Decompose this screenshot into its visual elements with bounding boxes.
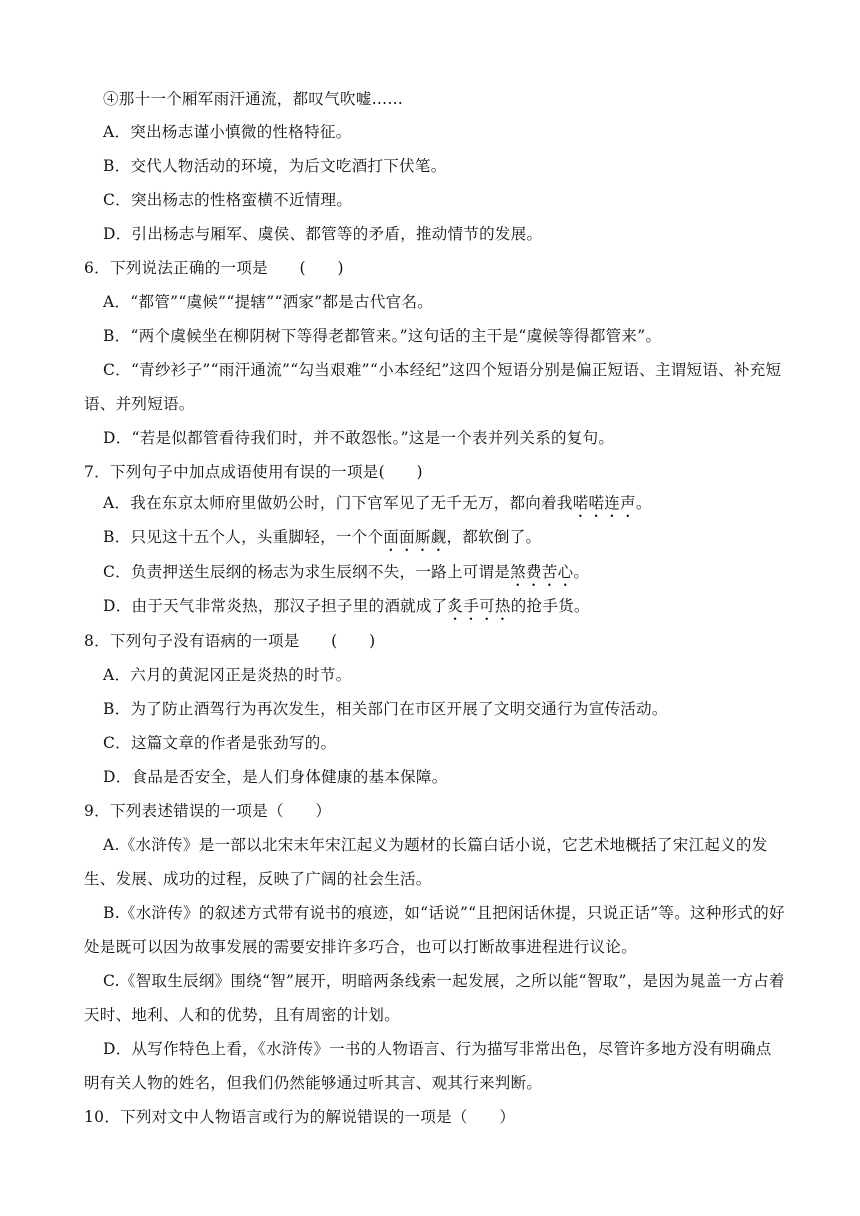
q7-option-a — [103, 492, 652, 521]
option-a: A．突出杨志谨小慎微的性格特征。 — [103, 123, 352, 141]
option-b: B．交代人物活动的环境，为后文吃酒打下伏笔。 — [103, 157, 447, 175]
q7-b-text: B．只见这十五个人，头重脚轻，一个个 — [103, 528, 384, 546]
q6-option-b: B．“两个虞候坐在柳阴树下等得老都管来。”这句话的主干是“虞候等得都管来”。 — [103, 327, 662, 345]
q7-a-idiom: 喏喏连声 — [572, 494, 636, 512]
question-8: 8．下列句子没有语病的一项是 ( ) — [84, 632, 376, 650]
q7-d-text: D．由于天气非常炎热，那汉子担子里的酒就成了 — [103, 597, 448, 615]
q9-option-d-cont: 明有关人物的姓名，但我们仍然能够通过听其言、观其行来判断。 — [84, 1074, 543, 1092]
q9-option-d: D．从写作特色上看，《水浒传》一书的人物语言、行为描写非常出色，尽管许多地方没有明确点 — [103, 1040, 772, 1058]
option-c: C．突出杨志的性格蛮横不近情理。 — [103, 191, 353, 209]
q6-option-c: C．“青纱衫子”“雨汗通流”“勾当艰难”“小本经纪”这四个短语分别是偏正短语、主谓短语、补充短 — [103, 361, 782, 379]
q8-option-a: A．六月的黄泥冈正是炎热的时节。 — [103, 666, 352, 684]
q7-c-idiom: 煞费苦心 — [510, 563, 574, 581]
q7-d-end: 的抢手货。 — [510, 597, 590, 615]
q7-option-d — [103, 595, 590, 624]
q7-a-end: 。 — [635, 494, 652, 512]
q8-option-b: B．为了防止酒驾行为再次发生，相关部门在市区开展了文明交通行为宣传活动。 — [103, 700, 668, 718]
q7-option-c — [103, 561, 589, 590]
q7-a-text: A．我在东京太师府里做奶公时，门下官军见了无千无万，都向着我 — [103, 494, 573, 512]
q7-b-idiom: 面面厮觑 — [383, 528, 447, 546]
q9-option-c: C.《智取生辰纲》围绕“智”展开，明暗两条线索一起发展，之所以能“智取”，是因为晁盖一方占着 — [103, 972, 785, 990]
q7-option-b — [103, 526, 541, 555]
q8-option-d: D．食品是否安全，是人们身体健康的基本保障。 — [103, 768, 448, 786]
q7-c-end: 。 — [573, 563, 590, 581]
option-4-text: ④那十一个厢军雨汗通流，都叹气吹嘘…… — [103, 90, 404, 108]
question-9: 9．下列表述错误的一项是（ ） — [84, 802, 332, 820]
q7-d-idiom: 炙手可热 — [447, 597, 511, 615]
q6-option-a: A．“都管”“虞候”“提辖”“洒家”都是古代官名。 — [103, 293, 434, 311]
question-7: 7．下列句子中加点成语使用有误的一项是( ) — [84, 463, 423, 481]
q9-option-b: B.《水浒传》的叙述方式带有说书的痕迹，如“话说”“且把闲话休提，只说正话”等。这种形式的好 — [103, 904, 785, 922]
question-10: 10．下列对文中人物语言或行为的解说错误的一项是（ ） — [84, 1108, 516, 1126]
q9-option-c-cont: 天时、地利、人和的优势，且有周密的计划。 — [84, 1006, 401, 1024]
q8-option-c: C．这篇文章的作者是张劲写的。 — [103, 734, 337, 752]
q9-option-a: A.《水浒传》是一部以北宋末年宋江起义为题材的长篇白话小说，它艺术地概括了宋江起义的发 — [103, 836, 768, 854]
option-d: D．引出杨志与厢军、虞侯、都管等的矛盾，推动情节的发展。 — [103, 225, 543, 243]
q9-option-b-cont: 处是既可以因为故事发展的需要安排许多巧合，也可以打断故事进程进行议论。 — [84, 938, 638, 956]
q6-option-d: D．“若是似都管看待我们时，并不敢怨怅。”这是一个表并列关系的复句。 — [103, 429, 615, 447]
q9-option-a-cont: 生、发展、成功的过程，反映了广阔的社会生活。 — [84, 870, 432, 888]
q7-c-text: C．负责押送生辰纲的杨志为求生辰纲不失，一路上可谓是 — [103, 563, 511, 581]
question-6: 6．下列说法正确的一项是 ( ) — [84, 259, 344, 277]
q6-option-c-cont: 语、并列短语。 — [84, 395, 195, 413]
q7-b-end: ，都软倒了。 — [446, 528, 542, 546]
